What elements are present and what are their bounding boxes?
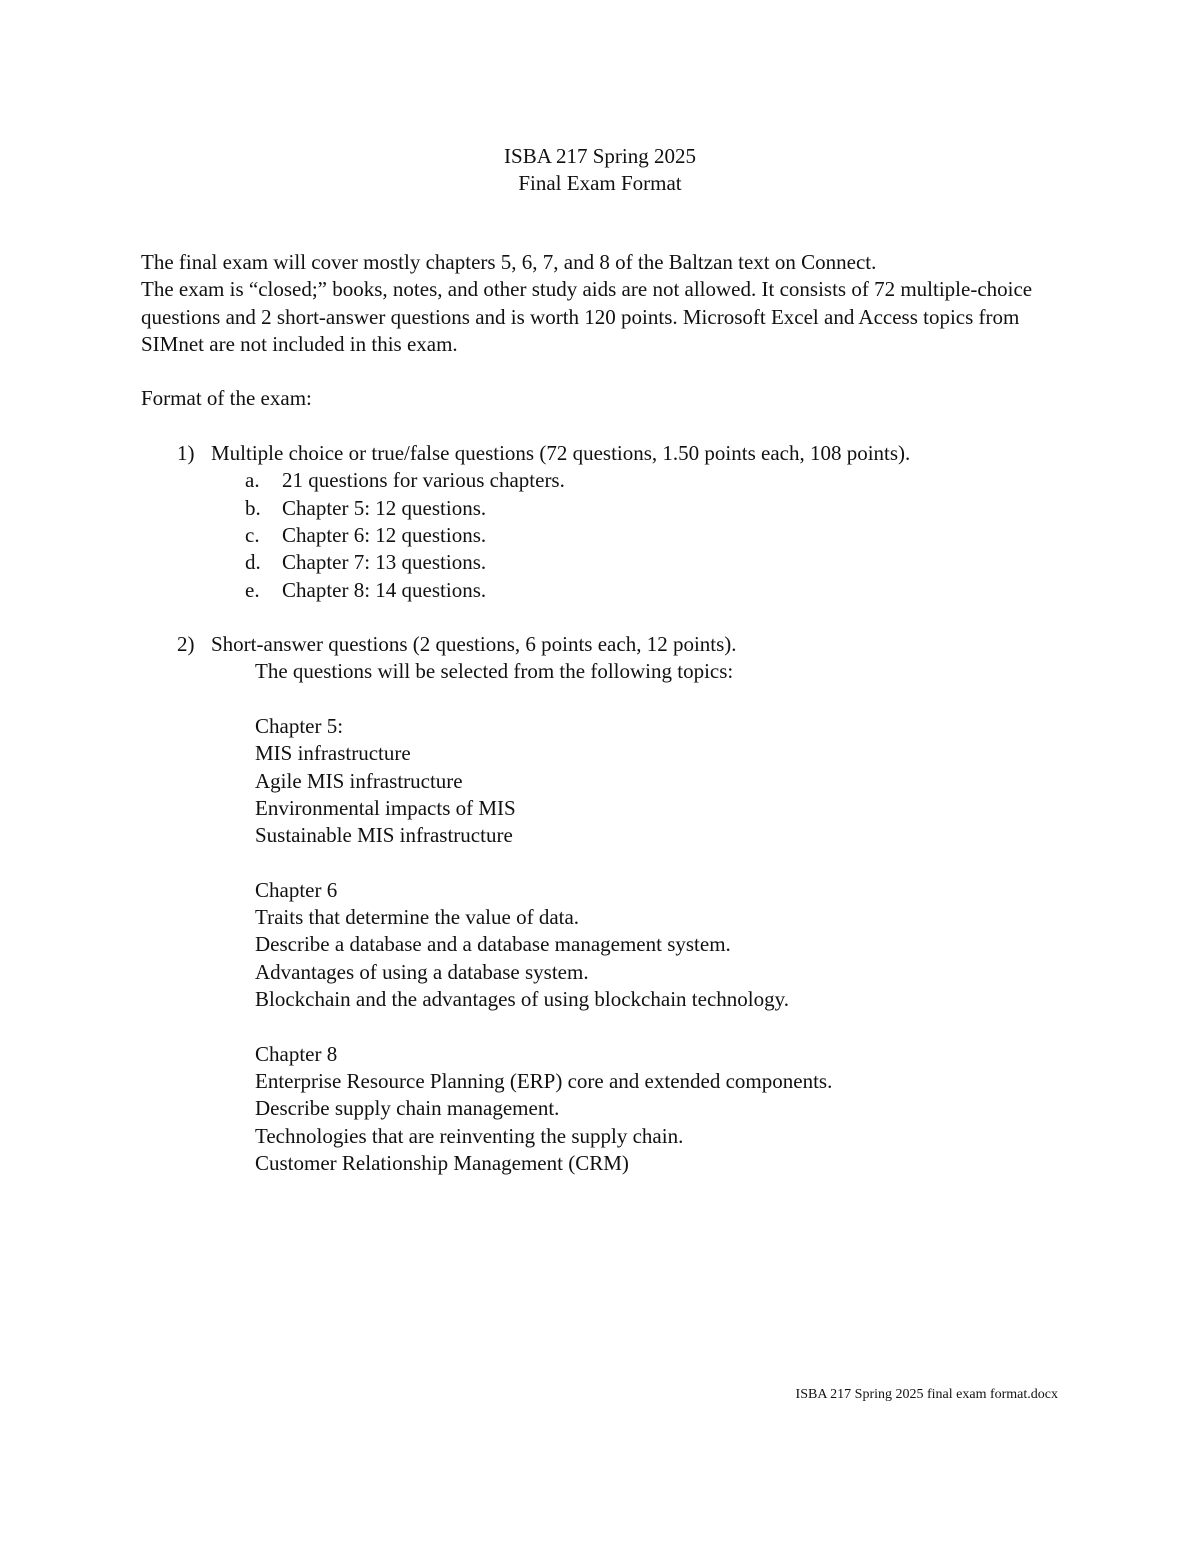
list-item [141, 522, 1071, 549]
list-item-label: d. [245, 550, 261, 575]
section-number: 2) [177, 632, 195, 657]
topic-item: Technologies that are reinventing the supply chain. [255, 1123, 684, 1148]
topic-item: Describe a database and a database management system. [255, 932, 731, 957]
list-item-text: 21 questions for various chapters. [282, 468, 565, 493]
list-item-label: e. [245, 577, 260, 602]
list-item [141, 549, 1071, 576]
topic-item: Agile MIS infrastructure [255, 768, 463, 793]
topic-item: Blockchain and the advantages of using blockchain technology. [255, 987, 789, 1012]
footer-filename: ISBA 217 Spring 2025 final exam format.docx [795, 1387, 1058, 1402]
list-item-text: Chapter 6: 12 questions. [282, 522, 487, 547]
section-number: 1) [177, 441, 195, 466]
topics-intro: The questions will be selected from the following topics: [255, 659, 734, 684]
question-breakdown-list [141, 467, 1071, 603]
section-text: Short-answer questions (2 questions, 6 points each, 12 points). [211, 632, 737, 657]
list-item [141, 577, 1071, 604]
chapter-heading: Chapter 5: [255, 714, 344, 739]
topic-item: Environmental impacts of MIS [255, 795, 516, 820]
list-item [141, 495, 1071, 522]
format-heading: Format of the exam: [141, 386, 312, 411]
list-item-label: b. [245, 495, 261, 520]
topic-item: Sustainable MIS infrastructure [255, 823, 513, 848]
chapter-heading: Chapter 8 [255, 1041, 338, 1066]
coverage-paragraph: The final exam will cover mostly chapters 5, 6, 7, and 8 of the Baltzan text on Connect. [141, 250, 877, 274]
section-multiple-choice [141, 440, 1071, 467]
chapter-heading: Chapter 6 [255, 877, 338, 902]
topic-item: MIS infrastructure [255, 741, 411, 766]
list-item [141, 467, 1071, 494]
course-title: ISBA 217 Spring 2025 [504, 144, 696, 168]
topic-item: Traits that determine the value of data. [255, 905, 580, 930]
topics-block [141, 658, 1071, 1177]
exam-title: Final Exam Format [518, 171, 682, 195]
topic-item: Enterprise Resource Planning (ERP) core and extended components. [255, 1068, 833, 1093]
section-short-answer [141, 631, 1071, 658]
list-item-text: Chapter 8: 14 questions. [282, 577, 487, 602]
rules-paragraph: The exam is “closed;” books, notes, and other study aids are not allowed. It consists of 72 multiple-choice questions and 2 short-answer questions and is worth 120 points. Microsoft Excel and Access topics from SIMnet are not included in this exam. [141, 277, 1033, 356]
document-title [0, 143, 1200, 197]
topic-item: Describe supply chain management. [255, 1096, 560, 1121]
list-item-text: Chapter 5: 12 questions. [282, 495, 487, 520]
list-item-text: Chapter 7: 13 questions. [282, 550, 487, 575]
list-item-label: c. [245, 522, 260, 547]
topic-item: Customer Relationship Management (CRM) [255, 1150, 629, 1175]
topic-item: Advantages of using a database system. [255, 959, 589, 984]
list-item-label: a. [245, 468, 260, 493]
section-text: Multiple choice or true/false questions (72 questions, 1.50 points each, 108 points). [211, 441, 911, 466]
document-body [141, 249, 1071, 1177]
